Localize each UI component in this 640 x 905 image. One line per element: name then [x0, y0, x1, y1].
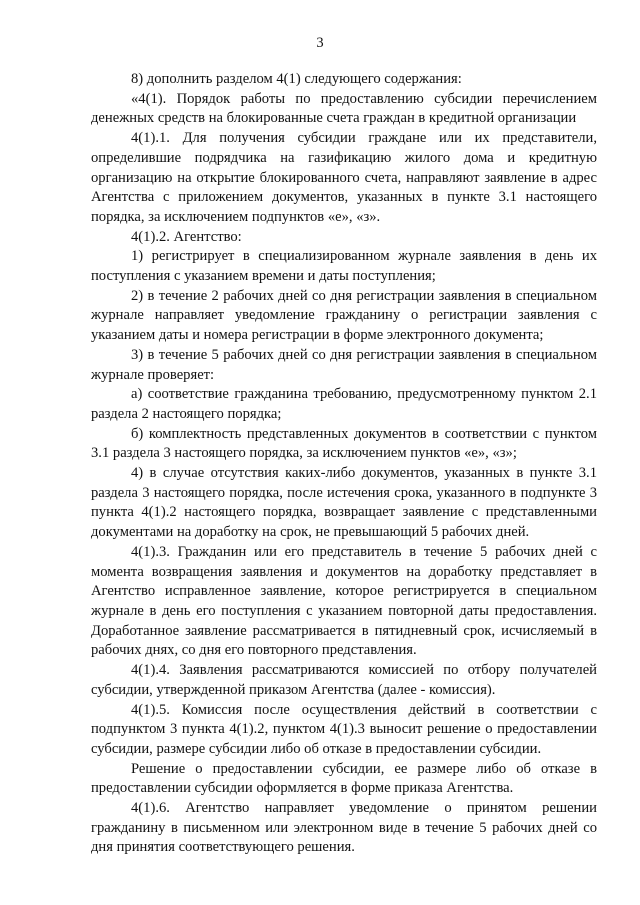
paragraph-4-1-1: 4(1).1. Для получения субсидии граждане или их представители, определившие подрядчика на газификацию жилого дома и кредитную организацию на открытие блокированного счета, направляют заявление в адрес Агентства с приложением документов, указанных в пункте 3.1 настоящего порядка, за исключением подпунктов «е», «з». — [91, 130, 597, 225]
subparagraph-3: 3) в течение 5 рабочих дней со дня регистрации заявления в специальном журнале проверяет: — [91, 346, 597, 383]
subparagraph-2: 2) в течение 2 рабочих дней со дня регистрации заявления в специальном журнале направляет уведомление гражданину о регистрации заявления с указанием даты и номера регистрации в форме электронного документа; — [91, 287, 597, 344]
paragraph-4-1-6: 4(1).6. Агентство направляет уведомление о принятом решении гражданину в письменном или электронном виде в течение 5 рабочих дней со дня принятия соответствующего решения. — [91, 800, 597, 856]
paragraph-4-1-3: 4(1).3. Гражданин или его представитель в течение 5 рабочих дней с момента возвращения заявления и документов на доработку представляет в Агентство исправленное заявление, которое регистрируется в специальном журнале в день его поступления с указанием повторной даты предоставления. Доработанное заявление рассматривается в пятидневный срок, исчисляемый в рабочих днях, со дня его повторного представления. — [91, 543, 597, 659]
page-number: 3 — [316, 35, 324, 51]
subparagraph-4: 4) в случае отсутствия каких-либо документов, указанных в пункте 3.1 раздела 3 настоящего порядка, после истечения срока, указанного в подпункте 3 пункта 4(1).2 настоящего порядка, возвращает заявление с представленными документами на доработку на срок, не превышающий 5 рабочих дней. — [91, 465, 597, 541]
paragraph-decision-form: Решение о предоставлении субсидии, ее размере либо об отказе в предоставлении субсидии оформляется в форме приказа Агентства. — [91, 760, 597, 797]
paragraph-item-8-intro: 8) дополнить разделом 4(1) следующего содержания: — [131, 71, 462, 87]
section-4-1-heading: «4(1). Порядок работы по предоставлению субсидии перечислением денежных средств на блокированные счета граждан в кредитной организации — [91, 90, 597, 127]
document-body — [91, 70, 597, 858]
paragraph-4-1-2: 4(1).2. Агентство: — [131, 228, 242, 245]
paragraph-4-1-4: 4(1).4. Заявления рассматриваются комиссией по отбору получателей субсидии, утвержденной приказом Агентства (далее - комиссия). — [91, 662, 597, 698]
subparagraph-3-b: б) комплектность представленных документов в соответствии с пунктом 3.1 раздела 3 настоящего порядка, за исключением пунктов «е», «з»; — [91, 425, 597, 462]
subparagraph-3-a: а) соответствие гражданина требованию, предусмотренному пунктом 2.1 раздела 2 настоящего порядка; — [91, 386, 597, 422]
paragraph-4-1-5: 4(1).5. Комиссия после осуществления действий в соответствии с подпунктом 3 пункта 4(1).2, пунктом 4(1).3 выносит решение о предоставлении субсидии, размере субсидии либо об отказе в предоставлении субсидии. — [91, 701, 597, 757]
subparagraph-1: 1) регистрирует в специализированном журнале заявления в день их поступления с указанием времени и даты поступления; — [91, 248, 597, 285]
